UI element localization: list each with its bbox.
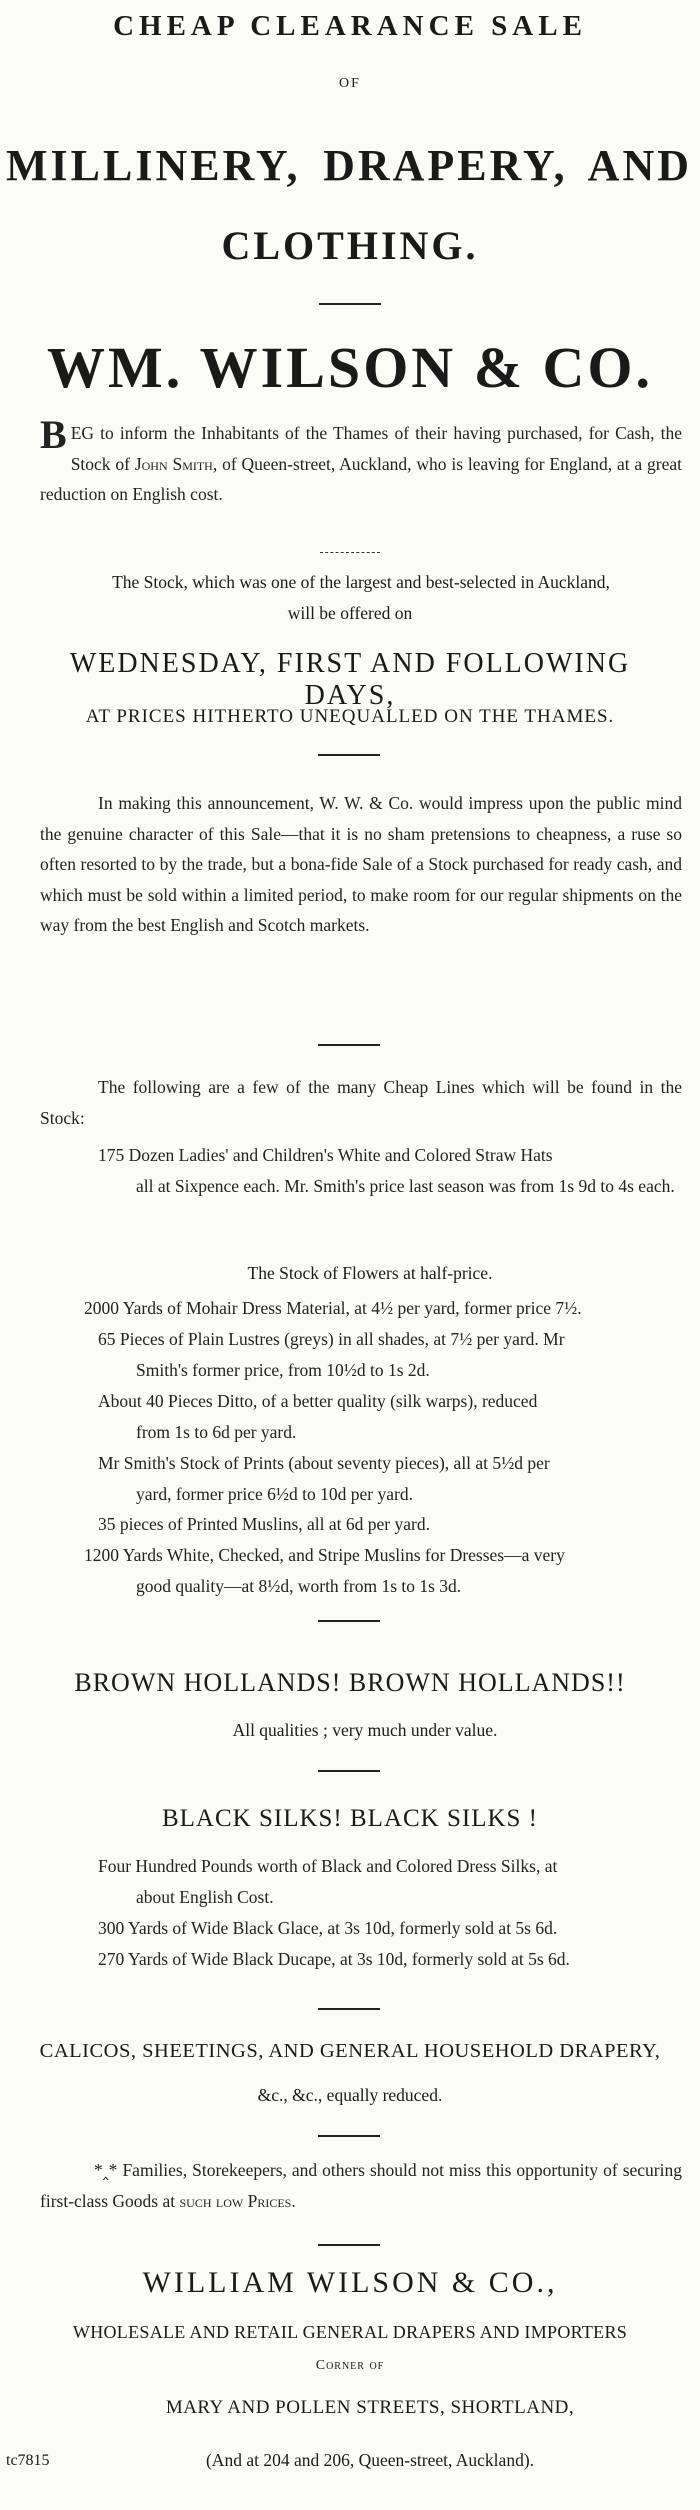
- drop-cap: B: [40, 412, 67, 457]
- divider: [318, 1770, 380, 1772]
- divider: [318, 1044, 380, 1046]
- silks-headline: BLACK SILKS! BLACK SILKS !: [161, 1805, 539, 1832]
- divider: [319, 303, 381, 305]
- list-item-prints: Mr Smith's Stock of Prints (about seventy pieces), all at 5½d per yard, former price 6½d to 10d per yard.: [98, 1453, 550, 1504]
- list-item-black-ducape: 270 Yards of Wide Black Ducape, at 3s 10d, formerly sold at 5s 6d.: [98, 1949, 570, 1969]
- list-item-mohair: 2000 Yards of Mohair Dress Material, at 4½ per yard, former price 7½.: [84, 1298, 582, 1318]
- list-item-dress-silks: Four Hundred Pounds worth of Black and Colored Dress Silks, at about English Cost.: [98, 1856, 558, 1907]
- footer-streets: MARY AND POLLEN STREETS, SHORTLAND,: [165, 2397, 575, 2418]
- intro-name: John Smith: [134, 453, 213, 474]
- notice-emphasis: such low Prices: [179, 2190, 292, 2211]
- divider: [318, 1620, 380, 1622]
- title-line-1: CHEAP CLEARANCE SALE: [113, 10, 587, 42]
- title-line-3: CLOTHING.: [221, 223, 479, 268]
- footer-code: tc7815: [6, 2452, 50, 2469]
- title-of: OF: [339, 76, 361, 91]
- calicos-headline: CALICOS, SHEETINGS, AND GENERAL HOUSEHOLD DRAPERY,: [39, 2040, 661, 2062]
- divider: [318, 2244, 380, 2246]
- opening-headline: WEDNESDAY, FIRST AND FOLLOWING DAYS,: [69, 648, 631, 711]
- intro-paragraph: BEG to inform the Inhabitants of the Thames of their having purchased, for Cash, the Stock of John Smith, of Queen-street, Auckland, who is leaving for England, at a great reduction on English cost.: [40, 412, 683, 504]
- list-item-straw-hats: 175 Dozen Ladies' and Children's White and Colored Straw Hats all at Sixpence each. Mr. Smith's price last season was from 1s 9d to 4s each.: [98, 1145, 675, 1196]
- list-item-ditto: About 40 Pieces Ditto, of a better quality (silk warps), reduced from 1s to 6d per yard.: [98, 1391, 538, 1442]
- divider: [318, 2008, 380, 2010]
- asterism-mark: *‸*: [94, 2160, 118, 2180]
- footer-auckland: (And at 204 and 206, Queen-street, Auckland).: [205, 2450, 535, 2470]
- list-item-lustres: 65 Pieces of Plain Lustres (greys) in all shades, at 7½ per yard. Mr Smith's former price, from 10½d to 1s 2d.: [98, 1329, 565, 1380]
- firm-name: WM. WILSON & CO.: [46, 335, 654, 400]
- calicos-sub: &c., &c., equally reduced.: [257, 2085, 443, 2105]
- stock-line-2: will be offered on: [287, 603, 413, 623]
- dashed-divider: [320, 552, 380, 553]
- announcement-paragraph: In making this announcement, W. W. & Co. would impress upon the public mind the genuine character of this Sale—that it is no sham pretensions to cheapness, a ruse so often resorted to by the trade, but a bona-fide Sale of a Stock purchased for ready cash, and which must be sold within a limited period, to make room for our regular shipments on the way from the best English and Scotch markets.: [40, 793, 682, 935]
- hollands-sub: All qualities ; very much under value.: [232, 1720, 498, 1740]
- hollands-headline: BROWN HOLLANDS! BROWN HOLLANDS!!: [74, 1668, 626, 1697]
- footer-trade: WHOLESALE AND RETAIL GENERAL DRAPERS AND IMPORTERS: [72, 2322, 628, 2342]
- list-item-printed-muslins: 35 pieces of Printed Muslins, all at 6d per yard.: [98, 1514, 430, 1534]
- opening-subheadline: AT PRICES HITHERTO UNEQUALLED ON THE THAMES.: [85, 706, 615, 727]
- footer-corner: Corner of: [315, 2358, 385, 2373]
- list-item-black-glace: 300 Yards of Wide Black Glace, at 3s 10d, formerly sold at 5s 6d.: [98, 1918, 558, 1938]
- title-line-2: MILLINERY, DRAPERY, AND: [6, 141, 692, 190]
- divider: [318, 754, 380, 756]
- stock-line-1: The Stock, which was one of the largest and best-selected in Auckland,: [112, 572, 610, 592]
- list-item-flowers: The Stock of Flowers at half-price.: [247, 1263, 493, 1283]
- divider: [318, 2135, 380, 2137]
- list-item-stripe-muslins: 1200 Yards White, Checked, and Stripe Muslins for Dresses—a very good quality—at 8½d, worth from 1s to 1s 3d.: [84, 1545, 565, 1596]
- footer-firm: WILLIAM WILSON & CO.,: [142, 2266, 558, 2299]
- notice-paragraph: *‸* Families, Storekeepers, and others should not miss this opportunity of securing first-class Goods at such low Prices.: [40, 2160, 682, 2211]
- lines-intro: The following are a few of the many Cheap Lines which will be found in the Stock:: [40, 1077, 682, 1128]
